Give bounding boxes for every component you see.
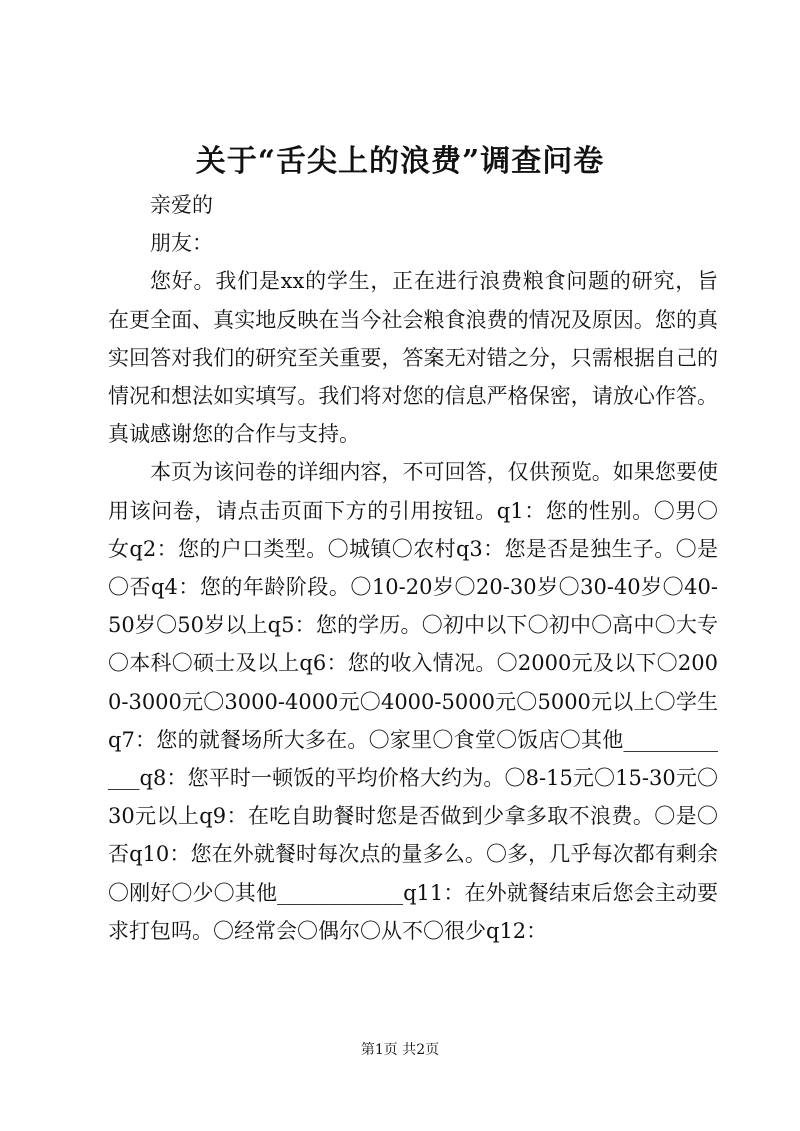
document-body (108, 186, 718, 950)
salutation-line-2: 朋友： (150, 231, 213, 256)
salutation-line-1: 亲爱的 (150, 193, 213, 217)
questions-paragraph: 本页为该问卷的详细内容，不可回答，仅供预览。如果您要使用该问卷，请点击页面下方的引用按钮。q1：您的性别。〇男〇女q2：您的户口类型。〇城镇〇农村q3：您是否是独生子。〇是〇否q4：您的年龄阶段。〇10-20岁〇20-30岁〇30-40岁〇40-50岁〇50岁以上q5：您的学历。〇初中以下〇初中〇高中〇大专〇本科〇硕士及以上q6：您的收入情况。〇2000元及以下〇2000-3000元〇3000-4000元〇4000-5000元〇5000元以上〇学生q7：您的就餐场所大多在。〇家里〇食堂〇饭店〇其他____________q8：您平时一顿饭的平均价格大约为。〇8-15元〇15-30元〇30元以上q9：在吃自助餐时您是否做到少拿多取不浪费。〇是〇否q10：您在外就餐时每次点的量多么。〇多，几乎每次都有剩余〇刚好〇少〇其他____________q11：在外就餐结束后您会主动要求打包吗。〇经常会〇偶尔〇从不〇很少q12： (108, 460, 718, 943)
page-footer: 第1页 共2页 (360, 1042, 440, 1058)
page-title: 关于“舌尖上的浪费”调查问卷 (195, 144, 605, 179)
intro-paragraph: 您好。我们是xx的学生，正在进行浪费粮食问题的研究，旨在更全面、真实地反映在当今社会粮食浪费的情况及原因。您的真实回答对我们的研究至关重要，答案无对错之分，只需根据自己的情况和想法如实填写。我们将对您的信息严格保密，请放心作答。真诚感谢您的合作与支持。 (108, 269, 718, 447)
